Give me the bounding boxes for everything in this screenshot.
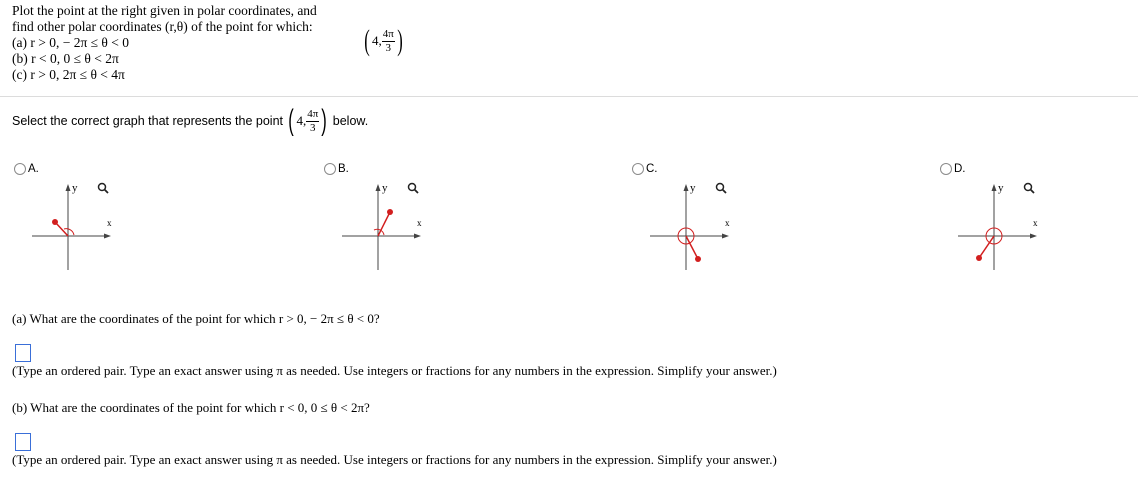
graph-b-x-label: x [417, 218, 422, 228]
graph-a-y-arrow [66, 184, 71, 191]
select-prompt: Select the correct graph that represents the point ( 4, $\frac{4\pi}{3}$ ) below. [12, 104, 369, 137]
problem-part-b: (b) r < 0, 0 ≤ θ < 2π [12, 51, 119, 66]
option-c-radio[interactable] [632, 163, 644, 175]
given-point-angle: $\frac{4\pi}{3}$ [382, 27, 394, 54]
graph-b-x-arrow [414, 234, 421, 239]
graph-a-x-label: x [107, 218, 112, 228]
graph-d-zoom-icon[interactable] [1023, 182, 1035, 194]
option-a-label: A. [28, 163, 39, 175]
option-b[interactable] [324, 163, 349, 175]
answer-a-input[interactable] [15, 344, 31, 362]
graph-d-x-label: x [1033, 218, 1038, 228]
option-d-radio[interactable] [940, 163, 952, 175]
graph-d[interactable] [954, 178, 1054, 272]
answer-b-hint: (Type an ordered pair. Type an exact answer using π as needed. Use integers or fractions for any numbers in the expression. Simplify your answer.) [12, 452, 777, 467]
select-point-r: 4, [296, 113, 307, 128]
option-a[interactable] [14, 163, 39, 175]
given-point-r: 4, [372, 33, 382, 48]
given-point: ( 4, $\frac{4\pi}{3}$ ) [364, 24, 403, 57]
graph-c[interactable] [646, 178, 746, 272]
graph-c-x-label: x [725, 218, 730, 228]
answer-a-hint: (Type an ordered pair. Type an exact answer using π as needed. Use integers or fractions for any numbers in the expression. Simplify your answer.) [12, 363, 777, 378]
graph-b-ray [378, 212, 390, 236]
graph-a[interactable] [28, 178, 128, 272]
graph-c-ray [686, 236, 698, 259]
problem-part-c: (c) r > 0, 2π ≤ θ < 4π [12, 67, 125, 82]
graph-b-y-label: y [382, 182, 388, 194]
option-c[interactable] [632, 163, 658, 175]
graph-d-y-label: y [998, 182, 1004, 194]
option-c-label: C. [646, 163, 658, 175]
select-prompt-prefix: Select the correct graph that represents the point [12, 114, 283, 128]
problem-line-1: Plot the point at the right given in polar coordinates, and [12, 3, 317, 18]
graph-a-y-label: y [72, 182, 78, 194]
graph-b[interactable] [338, 178, 438, 272]
option-a-radio[interactable] [14, 163, 26, 175]
problem-line-2: find other polar coordinates (r,θ) of the point for which: [12, 19, 313, 34]
graph-a-zoom-icon[interactable] [97, 182, 109, 194]
select-prompt-suffix: below. [332, 114, 369, 128]
graph-d-point [976, 255, 982, 261]
graph-c-x-arrow [722, 234, 729, 239]
graph-c-zoom-icon[interactable] [715, 182, 727, 194]
option-b-label: B. [338, 163, 349, 175]
graph-b-zoom-icon[interactable] [407, 182, 419, 194]
graph-c-y-arrow [684, 184, 689, 191]
option-b-radio[interactable] [324, 163, 336, 175]
problem-statement [12, 3, 317, 83]
graph-b-y-arrow [376, 184, 381, 191]
graph-d-y-arrow [992, 184, 997, 191]
graph-d-x-arrow [1030, 234, 1037, 239]
graph-a-x-arrow [104, 234, 111, 239]
graph-c-y-label: y [690, 182, 696, 194]
graph-c-point [695, 256, 701, 262]
option-d-label: D. [954, 163, 966, 175]
divider [0, 96, 1138, 97]
question-a: (a) What are the coordinates of the point for which r > 0, − 2π ≤ θ < 0? [12, 311, 380, 326]
option-d[interactable] [940, 163, 966, 175]
select-point-angle: $\frac{4\pi}{3}$ [307, 107, 319, 134]
graph-b-point [387, 209, 393, 215]
answer-b-input[interactable] [15, 433, 31, 451]
problem-part-a: (a) r > 0, − 2π ≤ θ < 0 [12, 35, 130, 50]
graph-a-point [52, 219, 58, 225]
question-b: (b) What are the coordinates of the point for which r < 0, 0 ≤ θ < 2π? [12, 400, 370, 415]
